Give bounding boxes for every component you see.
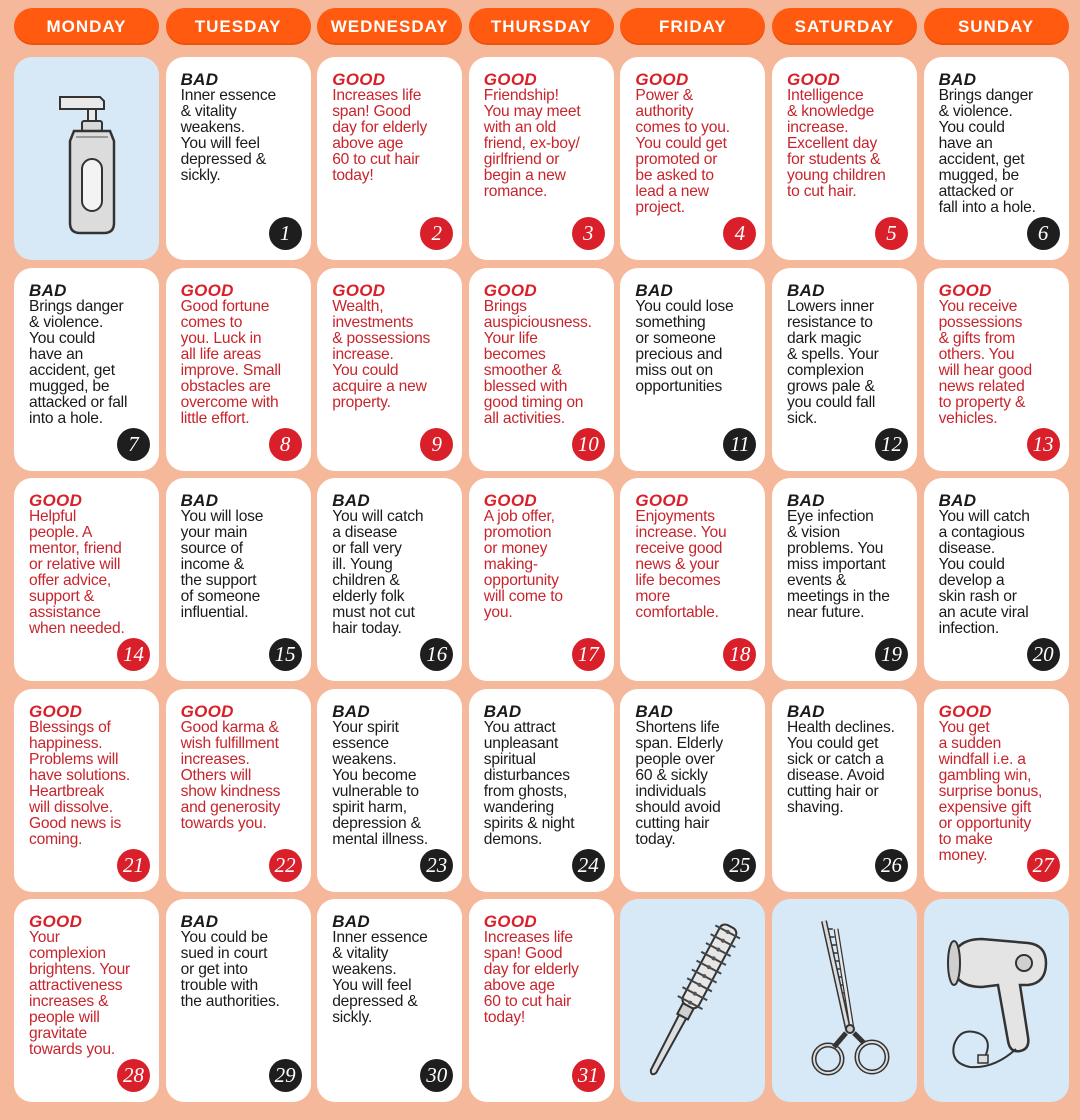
day-number-badge: 14 [117,638,150,671]
day-number-badge: 6 [1027,217,1060,250]
day-number-badge: 17 [572,638,605,671]
day-description: Wealth, investments & possessions increase. You could acquire a new property. [332,297,431,411]
day-description: Intelligence & knowledge increase. Excellent day for students & young children to cut hair. [786,87,886,200]
day-cell-13 [924,268,1069,471]
day-number-badge: 8 [269,428,302,461]
day-cell-25 [620,689,765,892]
day-cell-10 [469,268,614,471]
day-number-badge: 20 [1027,638,1060,671]
day-cell-30 [317,899,462,1102]
day-verdict: BAD [332,491,370,510]
day-number-badge: 18 [723,638,756,671]
day-cell-16 [317,478,462,681]
day-number-badge: 31 [572,1059,605,1092]
calendar-grid [14,57,1069,1102]
day-cell-26 [772,689,917,892]
day-cell-19 [772,478,917,681]
day-number-badge: 28 [117,1059,150,1092]
day-description: Enjoyments increase. You receive good news & your life becomes more comfortable. [635,508,727,621]
day-description: Your spirit essence weakens. You become vulnerable to spirit harm, depression & mental illness. [332,718,428,848]
day-number-badge: 19 [875,638,908,671]
day-description: Brings danger & violence. You could have an accident, get mugged, be attacked or fall into a hole. [938,87,1036,216]
day-cell-28 [14,899,159,1102]
day-cell-22 [166,689,311,892]
day-cell-31 [469,899,614,1102]
day-cell-21 [14,689,159,892]
day-description: Power & authority comes to you. You could get promoted or be asked to lead a new project. [635,87,730,216]
lotion-bottle-illustration [14,57,159,260]
day-cell-8 [166,268,311,471]
day-number-badge: 24 [572,849,605,882]
day-number-badge: 22 [269,849,302,882]
day-cell-11 [620,268,765,471]
day-cell-2 [317,57,462,260]
round-brush-icon [620,899,765,1102]
day-verdict: BAD [635,280,674,300]
day-verdict: GOOD [332,280,386,300]
day-cell-27 [924,689,1069,892]
day-description: Inner essence & vitality weakens. You will feel depressed & sickly. [332,929,428,1026]
weekday-tuesday: TUESDAY [166,8,311,45]
day-verdict: BAD [786,701,825,721]
day-number-badge: 10 [572,428,605,461]
day-description: You could be sued in court or get into trouble with the authorities. [180,929,280,1010]
day-cell-14 [14,478,159,681]
day-verdict: BAD [483,701,522,721]
weekday-saturday: SATURDAY [772,8,917,45]
day-cell-29 [166,899,311,1102]
day-verdict: GOOD [635,70,689,89]
day-verdict: GOOD [332,70,386,89]
day-description: Shortens life span. Elderly people over 60 & sickly individuals should avoid cutting hair today. [635,718,723,848]
day-description: Good fortune comes to you. Luck in all life areas improve. Small obstacles are overcome with little effort. [180,297,281,427]
day-verdict: BAD [635,701,674,721]
day-description: You will catch a disease or fall very ill. Young children & elderly folk must not cut hair today. [332,508,424,637]
day-number-badge: 7 [117,428,150,461]
day-description: Increases life span! Good day for elderly above age 60 to cut hair today! [483,929,579,1026]
day-number-badge: 11 [723,428,756,461]
day-verdict: GOOD [180,280,234,300]
day-description: Good karma & wish fulfillment increases. Others will show kindness and generosity towards you. [180,718,281,832]
day-cell-20 [924,478,1069,681]
day-cell-18 [620,478,765,681]
day-cell-24 [469,689,614,892]
day-verdict: BAD [180,491,219,510]
day-description: You get a sudden windfall i.e. a gambling win, surprise bonus, expensive gift or opportunity to make money. [938,718,1043,864]
day-number-badge: 27 [1027,849,1060,882]
weekday-monday: MONDAY [14,8,159,45]
thinning-scissors-icon [772,899,917,1102]
day-number-badge: 16 [420,638,453,671]
day-verdict: GOOD [483,70,537,89]
day-number-badge: 30 [420,1059,453,1092]
day-number-badge: 2 [420,217,453,250]
day-cell-1 [166,57,311,260]
day-verdict: BAD [29,280,67,300]
day-description: Brings danger & violence. You could have an accident, get mugged, be attacked or fall into a hole. [29,297,128,427]
day-cell-3 [469,57,614,260]
day-verdict: GOOD [180,701,234,721]
day-description: Brings auspiciousness. Your life becomes smoother & blessed with good timing on all activities. [483,297,592,427]
day-cell-7 [14,268,159,471]
day-number-badge: 1 [269,217,302,250]
day-description: Lowers inner resistance to dark magic & spells. Your complexion grows pale & you could fall sick. [786,297,879,427]
weekday-sunday: SUNDAY [924,8,1069,45]
day-number-badge: 13 [1027,428,1060,461]
day-description: Health declines. You could get sick or catch a disease. Avoid cutting hair or shaving. [786,718,895,816]
day-verdict: GOOD [938,280,992,300]
weekday-header [14,8,1069,45]
day-verdict: GOOD [29,912,83,931]
day-number-badge: 9 [420,428,453,461]
day-number-badge: 23 [420,849,453,882]
day-verdict: BAD [938,491,977,510]
day-verdict: GOOD [483,280,537,300]
day-number-badge: 5 [875,217,908,250]
day-cell-4 [620,57,765,260]
day-verdict: GOOD [29,701,83,721]
day-description: A job offer, promotion or money making- opportunity will come to you. [483,508,563,621]
day-description: You could lose something or someone precious and miss out on opportunities [635,297,734,395]
day-number-badge: 12 [875,428,908,461]
day-description: You attract unpleasant spiritual disturbances from ghosts, wandering spirits & night demons. [483,718,575,848]
day-description: Inner essence & vitality weakens. You will feel depressed & sickly. [180,87,276,184]
thinning-scissors-illustration [772,899,917,1102]
day-cell-6 [924,57,1069,260]
day-verdict: BAD [786,491,825,510]
round-brush-illustration [620,899,765,1102]
day-verdict: BAD [332,912,370,931]
day-number-badge: 15 [269,638,302,671]
hair-dryer-illustration [924,899,1069,1102]
day-description: Blessings of happiness. Problems will have solutions. Heartbreak will dissolve. Good news is coming. [29,718,131,848]
weekday-thursday: THURSDAY [469,8,614,45]
weekday-wednesday: WEDNESDAY [317,8,462,45]
day-description: You receive possessions & gifts from others. You will hear good news related to property & vehicles. [938,297,1032,427]
day-number-badge: 26 [875,849,908,882]
day-description: Friendship! You may meet with an old friend, ex-boy/ girlfriend or begin a new romance. [483,87,581,200]
day-cell-12 [772,268,917,471]
day-verdict: GOOD [786,70,841,89]
lotion-bottle-icon [14,57,159,260]
day-description: Increases life span! Good day for elderly above age 60 to cut hair today! [332,87,428,184]
day-number-badge: 3 [572,217,605,250]
day-verdict: BAD [938,70,977,89]
day-verdict: BAD [180,70,219,89]
day-verdict: BAD [786,280,825,300]
day-cell-17 [469,478,614,681]
day-verdict: GOOD [635,491,689,510]
hair-dryer-icon [924,899,1069,1102]
day-description: You will lose your main source of income & the support of someone influential. [180,508,264,621]
day-description: Your complexion brightens. Your attractiveness increases & people will gravitate towards you. [29,929,131,1058]
weekday-friday: FRIDAY [620,8,765,45]
day-description: Eye infection & vision problems. You miss important events & meetings in the near future. [786,508,890,621]
day-cell-5 [772,57,917,260]
day-verdict: BAD [180,912,219,931]
day-number-badge: 4 [723,217,756,250]
day-description: You will catch a contagious disease. You could develop a skin rash or an acute viral infection. [938,508,1030,637]
day-number-badge: 25 [723,849,756,882]
day-cell-23 [317,689,462,892]
day-number-badge: 21 [117,849,150,882]
day-verdict: GOOD [483,491,537,510]
day-verdict: GOOD [29,491,83,510]
day-number-badge: 29 [269,1059,302,1092]
day-cell-9 [317,268,462,471]
day-cell-15 [166,478,311,681]
day-description: Helpful people. A mentor, friend or relative will offer advice, support & assistance when needed. [29,508,125,637]
day-verdict: BAD [332,701,370,721]
day-verdict: GOOD [938,701,992,721]
day-verdict: GOOD [483,912,537,931]
